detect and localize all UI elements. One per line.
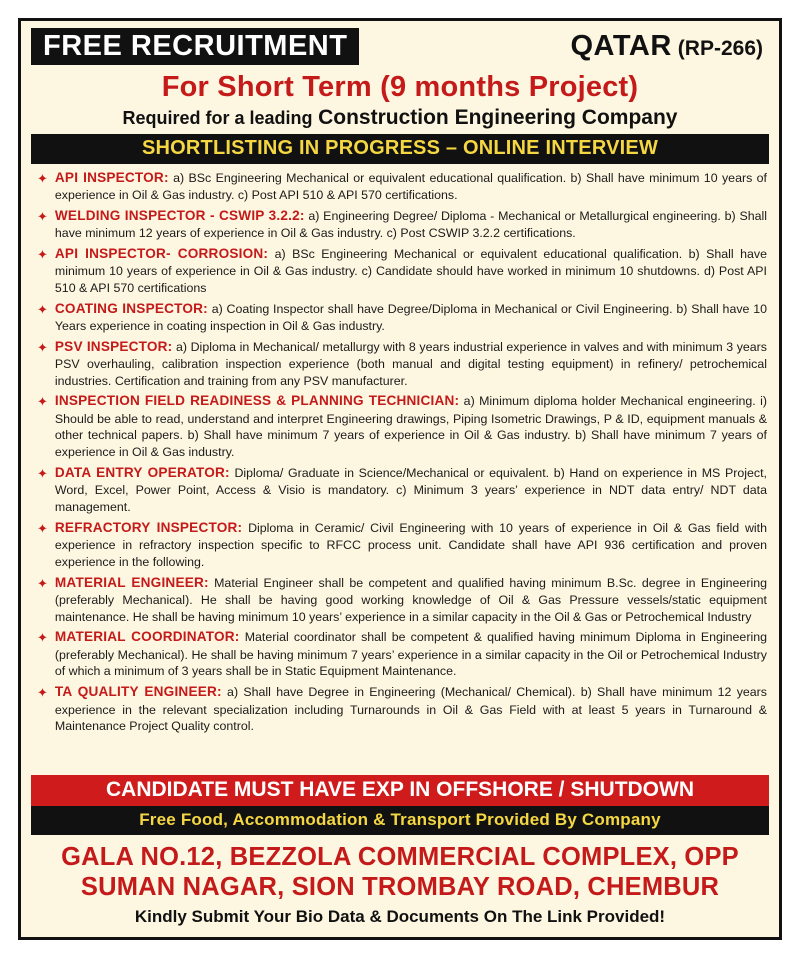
job-requirements: Material Engineer shall be competent and qualified having minimum B.Sc. degree in Engineering (preferably Mechanical). He shall be having good working knowledge of Oil & Gas Pressure vessels/static equipment maintenance. He shall be having minimum 10 years’ experience in a similar capacity in the Oil & Gas or Petrochemical Industry [54, 575, 767, 624]
job-requirements: a) Diploma in Mechanical/ metallurgy with 8 years industrial experience in valves and with minimum 3 years PSV overhauling, calibration inspection experience (both manual and digital testing equipment) in refinery/ petrochemical industries. Certification and training from any PSV manufacturer. [54, 339, 767, 388]
job-title: API INSPECTOR: [54, 169, 169, 185]
list-item [35, 519, 767, 571]
job-description [55, 392, 767, 461]
project-duration-title: For Short Term (9 months Project) [161, 71, 639, 104]
list-item [35, 683, 767, 735]
job-requirements: a) Coating Inspector shall have Degree/Diploma in Mechanical or Civil Engineering. b) Shall have 10 Years experience in coating inspection in Oil & Gas industry. [54, 301, 767, 333]
job-requirements: Diploma in Ceramic/ Civil Engineering with 10 years of experience in Oil & Gas field with experience in refractory inspection specific to RFCC process unit. Candidate shall have API 936 certification and proven experience in the following. [54, 520, 767, 569]
address-line-1: GALA NO.12, BEZZOLA COMMERCIAL COMPLEX, OPP [61, 842, 739, 871]
diamond-bullet-icon: ✦ [37, 630, 48, 646]
job-list [31, 164, 769, 772]
list-item [35, 574, 767, 626]
job-requirements: a) BSc Engineering Mechanical or equivalent educational qualification. b) Shall have minimum 10 years of experience in Oil & Gas industry. c) Candidate should have worked in minimum 10 shutdowns. d) Post API 510 & API 570 certifications [54, 246, 767, 295]
job-requirements: a) Shall have Degree in Engineering (Mechanical/ Chemical). b) Shall have minimum 12 years experience in the relevant specialization including Turnarounds in Oil & Gas Field with at least 5 years in Turnaround & Maintenance Project Quality control. [54, 685, 768, 734]
reference-code: (RP-266) [677, 37, 763, 61]
job-description [55, 338, 767, 390]
job-description [55, 683, 767, 735]
job-title: MATERIAL ENGINEER: [54, 574, 209, 590]
job-requirements: Diploma/ Graduate in Science/Mechanical or equivalent. b) Hand on experience in MS Project, Word, Excel, Power Point, Access & Visio is mandatory. c) Minimum 3 years’ experience in NDT data entry/ NDT data management. [54, 465, 767, 515]
diamond-bullet-icon: ✦ [37, 465, 48, 481]
diamond-bullet-icon: ✦ [37, 208, 48, 224]
country-ref-group [571, 30, 770, 63]
list-item [35, 300, 767, 335]
submit-instruction: Kindly Submit Your Bio Data & Documents On The Link Provided! [134, 907, 666, 926]
list-item [35, 464, 767, 516]
job-title: DATA ENTRY OPERATOR: [54, 464, 230, 480]
job-requirements: a) Engineering Degree/ Diploma - Mechanical or Metallurgical engineering. b) Shall have minimum 12 years of experience in Oil & Gas industry. c) Post CSWIP 3.2.2 certifications. [54, 208, 767, 240]
job-title: PSV INSPECTOR: [54, 338, 173, 354]
address-line-2: SUMAN NAGAR, SION TROMBAY ROAD, CHEMBUR [80, 872, 720, 901]
free-recruitment-banner: FREE RECRUITMENT [31, 28, 359, 65]
diamond-bullet-icon: ✦ [37, 520, 48, 536]
diamond-bullet-icon: ✦ [37, 339, 48, 355]
diamond-bullet-icon: ✦ [37, 301, 48, 317]
job-requirements: a) BSc Engineering Mechanical or equivalent educational qualification. b) Shall have minimum 10 years of experience in Oil & Gas industry. c) Post API 510 & API 570 certifications. [54, 170, 768, 202]
list-item [35, 338, 767, 390]
diamond-bullet-icon: ✦ [37, 575, 48, 591]
job-description [55, 464, 767, 516]
job-description [55, 245, 767, 297]
job-title: API INSPECTOR- CORROSION: [54, 245, 269, 261]
job-title: MATERIAL COORDINATOR: [54, 629, 240, 645]
required-for-line [31, 106, 769, 129]
job-description [55, 300, 767, 335]
job-title: INSPECTION FIELD READINESS & PLANNING TECHNICIAN: [54, 393, 460, 409]
list-item [35, 245, 767, 297]
office-address [31, 842, 769, 902]
job-title: REFRACTORY INSPECTOR: [54, 519, 243, 535]
list-item [35, 392, 767, 461]
diamond-bullet-icon: ✦ [37, 170, 48, 186]
job-requirements: a) Minimum diploma holder Mechanical engineering. i) Should be able to read, understand and interpret Engineering drawings, Piping Isometric Drawings, P & ID, equipment manuals & other technical papers. b) Shall have minimum 7 years of experience in Oil & Gas industry. b) Shall have minimum 7 years of experience in Oil & Gas industry. [54, 394, 767, 460]
poster-header [31, 28, 769, 65]
poster-frame [18, 18, 782, 940]
job-title: TA QUALITY ENGINEER: [54, 684, 222, 700]
job-description [55, 207, 767, 242]
required-for-prefix: Required for a leading [122, 108, 313, 129]
diamond-bullet-icon: ✦ [37, 685, 48, 701]
list-item [35, 628, 767, 680]
job-requirements: Material coordinator shall be competent & qualified having minimum Diploma in Engineering (preferably Mechanical). He shall be having minimum 7 years’ experience in a similar capacity in the Oil or Petrochemical Industry of which a minimum of 3 years shall be in Static Equipment Maintenance. [54, 630, 767, 679]
job-description [55, 169, 767, 204]
job-title: WELDING INSPECTOR - CSWIP 3.2.2: [54, 207, 305, 223]
offshore-requirement-banner: CANDIDATE MUST HAVE EXP IN OFFSHORE / SHUTDOWN [31, 775, 769, 806]
benefits-banner: Free Food, Accommodation & Transport Provided By Company [31, 806, 769, 835]
shortlisting-banner: SHORTLISTING IN PROGRESS – ONLINE INTERVIEW [31, 134, 769, 164]
diamond-bullet-icon: ✦ [37, 394, 48, 410]
diamond-bullet-icon: ✦ [37, 246, 48, 262]
job-title: COATING INSPECTOR: [54, 300, 208, 316]
job-description [55, 628, 767, 680]
job-description [55, 519, 767, 571]
country-label: QATAR [570, 30, 672, 63]
list-item [35, 169, 767, 204]
list-item [35, 207, 767, 242]
company-type: Construction Engineering Company [318, 106, 678, 130]
job-description [55, 574, 767, 626]
